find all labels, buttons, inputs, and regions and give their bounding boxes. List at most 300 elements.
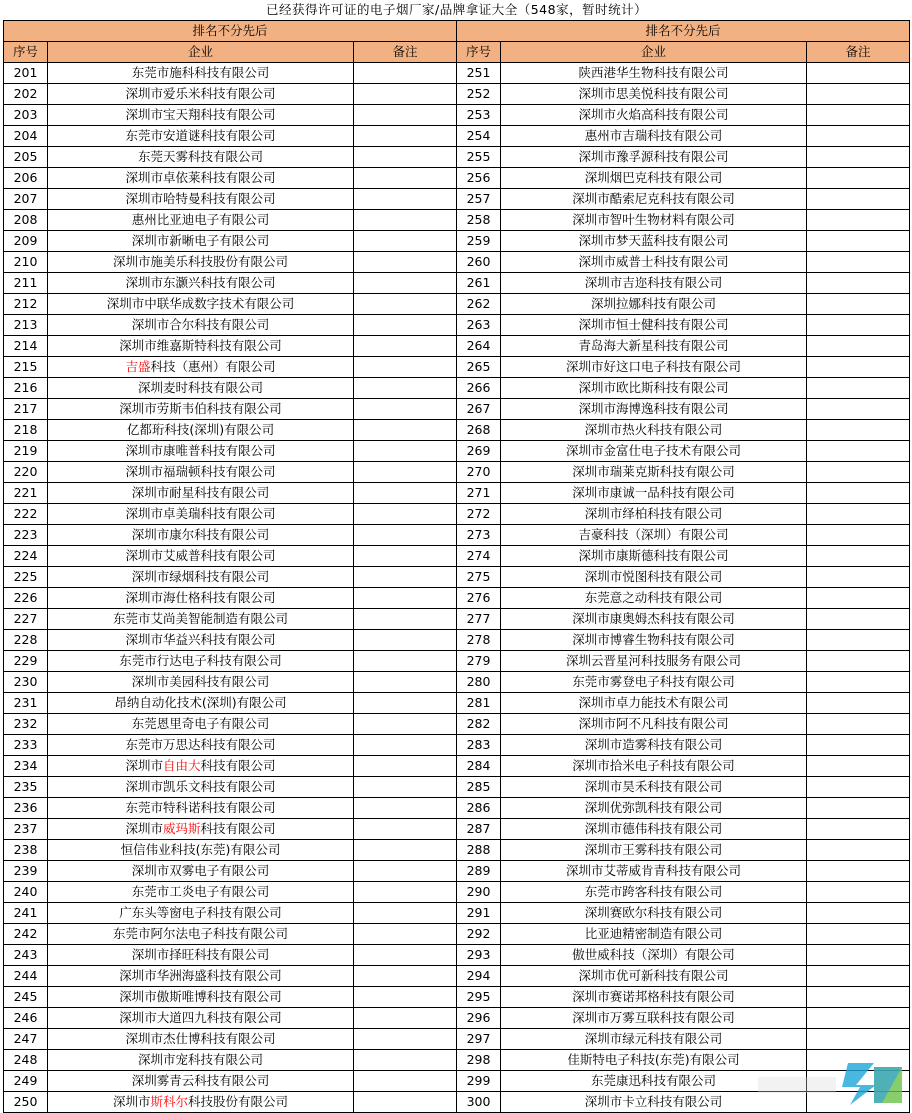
cell-note-right <box>807 609 910 630</box>
cell-note-right <box>807 798 910 819</box>
cell-index-right: 257 <box>457 189 501 210</box>
cell-index-right: 299 <box>457 1071 501 1092</box>
cell-company-right: 深圳市赛诺邦格科技有限公司 <box>501 987 807 1008</box>
cell-note-left <box>354 231 457 252</box>
cell-company-right: 深圳市康诚一品科技有限公司 <box>501 483 807 504</box>
cell-index-right: 295 <box>457 987 501 1008</box>
cell-index-left: 243 <box>4 945 48 966</box>
cell-index-right: 283 <box>457 735 501 756</box>
cell-company-right: 深圳市热火科技有限公司 <box>501 420 807 441</box>
table-row <box>4 714 910 735</box>
cell-index-left: 217 <box>4 399 48 420</box>
cell-company-left: 亿都珩科技(深圳)有限公司 <box>48 420 354 441</box>
cell-company-left: 惠州比亚迪电子有限公司 <box>48 210 354 231</box>
table-row <box>4 105 910 126</box>
cell-index-left: 223 <box>4 525 48 546</box>
cell-company-left: 深圳市中联华成数字技术有限公司 <box>48 294 354 315</box>
cell-note-right <box>807 483 910 504</box>
cell-company-right: 深圳市欧比斯科技有限公司 <box>501 378 807 399</box>
cell-company-left: 东莞市特科诺科技有限公司 <box>48 798 354 819</box>
table-row <box>4 630 910 651</box>
cell-note-left <box>354 483 457 504</box>
cell-company-left: 深圳麦时科技有限公司 <box>48 378 354 399</box>
cell-index-right: 251 <box>457 63 501 84</box>
cell-company-right: 深圳市绎柏科技有限公司 <box>501 504 807 525</box>
cell-index-left: 233 <box>4 735 48 756</box>
cell-company-right: 东莞市跨客科技有限公司 <box>501 882 807 903</box>
cell-index-right: 260 <box>457 252 501 273</box>
cell-company-right: 深圳市拾米电子科技有限公司 <box>501 756 807 777</box>
cell-note-right <box>807 1008 910 1029</box>
cell-note-right <box>807 189 910 210</box>
cell-company-right: 深圳市思美悦科技有限公司 <box>501 84 807 105</box>
cell-note-right <box>807 966 910 987</box>
cell-index-left: 227 <box>4 609 48 630</box>
cell-note-right <box>807 378 910 399</box>
cell-index-right: 298 <box>457 1050 501 1071</box>
cell-index-right: 294 <box>457 966 501 987</box>
cell-index-right: 254 <box>457 126 501 147</box>
cell-company-right: 深圳市海博逸科技有限公司 <box>501 399 807 420</box>
cell-index-left: 234 <box>4 756 48 777</box>
cell-company-right: 深圳市卓力能技术有限公司 <box>501 693 807 714</box>
cell-note-left <box>354 420 457 441</box>
table-row <box>4 147 910 168</box>
table-row <box>4 294 910 315</box>
cell-index-left: 216 <box>4 378 48 399</box>
cell-note-right <box>807 882 910 903</box>
cell-company-right: 深圳市恒士健科技有限公司 <box>501 315 807 336</box>
cell-company-left: 深圳市华益兴科技有限公司 <box>48 630 354 651</box>
cell-index-right: 258 <box>457 210 501 231</box>
cell-company-left: 深圳市宠科技有限公司 <box>48 1050 354 1071</box>
table-row <box>4 1071 910 1092</box>
cell-company-left: 深圳市斯科尔科技股份有限公司 <box>48 1092 354 1113</box>
cell-company-right: 深圳市艾蒂威肯青科技有限公司 <box>501 861 807 882</box>
table-row <box>4 1029 910 1050</box>
cell-company-right: 深圳市金富仕电子技术有限公司 <box>501 441 807 462</box>
cell-note-right <box>807 567 910 588</box>
cell-index-right: 285 <box>457 777 501 798</box>
cell-index-left: 224 <box>4 546 48 567</box>
cell-note-right <box>807 84 910 105</box>
cell-company-right: 深圳市好这口电子科技有限公司 <box>501 357 807 378</box>
cell-note-left <box>354 882 457 903</box>
cell-company-left: 深圳市华洲海盛科技有限公司 <box>48 966 354 987</box>
cell-company-left: 深圳市康尔科技有限公司 <box>48 525 354 546</box>
cell-index-left: 205 <box>4 147 48 168</box>
highlighted-brand: 斯科尔 <box>150 1094 188 1109</box>
cell-index-right: 280 <box>457 672 501 693</box>
table-row <box>4 819 910 840</box>
cell-index-right: 291 <box>457 903 501 924</box>
cell-index-left: 226 <box>4 588 48 609</box>
cell-company-right: 深圳市康奥姆杰科技有限公司 <box>501 609 807 630</box>
cell-note-left <box>354 399 457 420</box>
cell-index-right: 296 <box>457 1008 501 1029</box>
cell-index-left: 209 <box>4 231 48 252</box>
cell-index-right: 253 <box>457 105 501 126</box>
cell-index-left: 250 <box>4 1092 48 1113</box>
highlighted-brand: 威玛斯 <box>162 821 201 836</box>
cell-note-right <box>807 1050 910 1071</box>
table-row <box>4 987 910 1008</box>
table-row <box>4 840 910 861</box>
cell-note-right <box>807 819 910 840</box>
cell-index-left: 238 <box>4 840 48 861</box>
cell-company-right: 深圳市悦图科技有限公司 <box>501 567 807 588</box>
cell-index-left: 221 <box>4 483 48 504</box>
cell-note-left <box>354 630 457 651</box>
cell-note-left <box>354 1092 457 1113</box>
cell-note-right <box>807 546 910 567</box>
cell-company-right: 深圳赛欧尔科技有限公司 <box>501 903 807 924</box>
table-row <box>4 693 910 714</box>
cell-company-right: 深圳市吉迩科技有限公司 <box>501 273 807 294</box>
cell-index-left: 206 <box>4 168 48 189</box>
subheader-right: 排名不分先后 <box>457 21 910 42</box>
subheader-left: 排名不分先后 <box>4 21 457 42</box>
cell-index-left: 214 <box>4 336 48 357</box>
cell-index-left: 245 <box>4 987 48 1008</box>
table-row <box>4 651 910 672</box>
cell-index-right: 274 <box>457 546 501 567</box>
cell-index-left: 241 <box>4 903 48 924</box>
table-row <box>4 966 910 987</box>
cell-note-left <box>354 189 457 210</box>
cell-company-right: 深圳市德伟科技有限公司 <box>501 819 807 840</box>
cell-index-right: 292 <box>457 924 501 945</box>
cell-company-left: 恒信伟业科技(东莞)有限公司 <box>48 840 354 861</box>
cell-note-right <box>807 63 910 84</box>
cell-note-left <box>354 315 457 336</box>
cell-note-right <box>807 231 910 252</box>
cell-index-right: 271 <box>457 483 501 504</box>
table-row <box>4 399 910 420</box>
cell-index-right: 262 <box>457 294 501 315</box>
table-row <box>4 504 910 525</box>
cell-note-left <box>354 462 457 483</box>
table-row <box>4 189 910 210</box>
cell-note-right <box>807 693 910 714</box>
cell-note-right <box>807 315 910 336</box>
cell-note-left <box>354 63 457 84</box>
cell-index-left: 207 <box>4 189 48 210</box>
cell-note-left <box>354 609 457 630</box>
cell-note-left <box>354 252 457 273</box>
table-row <box>4 231 910 252</box>
cell-note-left <box>354 336 457 357</box>
cell-note-right <box>807 714 910 735</box>
cell-index-right: 261 <box>457 273 501 294</box>
cell-index-right: 293 <box>457 945 501 966</box>
cell-index-right: 267 <box>457 399 501 420</box>
company-license-table <box>3 0 910 1113</box>
cell-index-left: 240 <box>4 882 48 903</box>
highlighted-brand: 吉盛 <box>125 359 151 374</box>
cell-note-right <box>807 735 910 756</box>
cell-note-left <box>354 294 457 315</box>
cell-note-right <box>807 777 910 798</box>
table-row <box>4 84 910 105</box>
cell-company-left: 深圳市宝天翔科技有限公司 <box>48 105 354 126</box>
cell-company-left: 深圳市劳斯韦伯科技有限公司 <box>48 399 354 420</box>
cell-company-left: 深圳市择旺科技有限公司 <box>48 945 354 966</box>
cell-company-left: 深圳市康唯普科技有限公司 <box>48 441 354 462</box>
cell-company-right: 傲世威科技（深圳）有限公司 <box>501 945 807 966</box>
cell-company-left: 深圳市爱乐米科技有限公司 <box>48 84 354 105</box>
cell-company-left: 深圳市大道四九科技有限公司 <box>48 1008 354 1029</box>
cell-company-left: 深圳市维嘉斯特科技有限公司 <box>48 336 354 357</box>
table-row <box>4 441 910 462</box>
cell-note-right <box>807 147 910 168</box>
cell-note-left <box>354 546 457 567</box>
cell-index-left: 235 <box>4 777 48 798</box>
table-row <box>4 210 910 231</box>
cell-company-right: 深圳市威普士科技有限公司 <box>501 252 807 273</box>
cell-index-left: 228 <box>4 630 48 651</box>
cell-note-left <box>354 672 457 693</box>
cell-company-right: 深圳市优可新科技有限公司 <box>501 966 807 987</box>
cell-note-right <box>807 525 910 546</box>
cell-note-left <box>354 651 457 672</box>
cell-note-right <box>807 987 910 1008</box>
cell-index-right: 278 <box>457 630 501 651</box>
table-row <box>4 1050 910 1071</box>
cell-company-right: 深圳烟巴克科技有限公司 <box>501 168 807 189</box>
cell-index-right: 284 <box>457 756 501 777</box>
cell-index-left: 236 <box>4 798 48 819</box>
cell-note-left <box>354 735 457 756</box>
cell-note-right <box>807 651 910 672</box>
cell-company-right: 深圳市绿元科技有限公司 <box>501 1029 807 1050</box>
cell-index-left: 212 <box>4 294 48 315</box>
cell-company-right: 深圳优弥凯科技有限公司 <box>501 798 807 819</box>
cell-index-right: 282 <box>457 714 501 735</box>
cell-note-right <box>807 903 910 924</box>
table-column-header-row <box>4 42 910 63</box>
cell-company-left: 深圳市美园科技有限公司 <box>48 672 354 693</box>
cell-company-right: 深圳市阿不凡科技有限公司 <box>501 714 807 735</box>
cell-company-right: 深圳云晋星河科技服务有限公司 <box>501 651 807 672</box>
cell-index-right: 265 <box>457 357 501 378</box>
cell-note-left <box>354 924 457 945</box>
cell-index-right: 288 <box>457 840 501 861</box>
cell-note-left <box>354 966 457 987</box>
table-row <box>4 462 910 483</box>
cell-index-right: 277 <box>457 609 501 630</box>
cell-note-right <box>807 588 910 609</box>
cell-note-right <box>807 420 910 441</box>
cell-note-right <box>807 924 910 945</box>
cell-note-left <box>354 441 457 462</box>
cell-index-left: 213 <box>4 315 48 336</box>
cell-company-right: 深圳市梦天蓝科技有限公司 <box>501 231 807 252</box>
cell-note-right <box>807 945 910 966</box>
cell-note-left <box>354 777 457 798</box>
table-row <box>4 525 910 546</box>
cell-index-left: 203 <box>4 105 48 126</box>
cell-index-right: 264 <box>457 336 501 357</box>
cell-index-left: 208 <box>4 210 48 231</box>
cell-note-right <box>807 273 910 294</box>
cell-index-right: 286 <box>457 798 501 819</box>
cell-note-left <box>354 987 457 1008</box>
cell-note-right <box>807 504 910 525</box>
cell-index-left: 249 <box>4 1071 48 1092</box>
cell-note-left <box>354 84 457 105</box>
cell-note-right <box>807 357 910 378</box>
table-row <box>4 483 910 504</box>
cell-company-right: 深圳市豫孚源科技有限公司 <box>501 147 807 168</box>
cell-note-left <box>354 798 457 819</box>
cell-company-left: 广东头等窗电子科技有限公司 <box>48 903 354 924</box>
cell-index-right: 269 <box>457 441 501 462</box>
cell-note-left <box>354 210 457 231</box>
col-header-index-left: 序号 <box>4 42 48 63</box>
cell-note-right <box>807 1092 910 1113</box>
table-row <box>4 252 910 273</box>
cell-index-left: 220 <box>4 462 48 483</box>
cell-note-right <box>807 294 910 315</box>
cell-index-right: 272 <box>457 504 501 525</box>
cell-note-right <box>807 105 910 126</box>
table-row <box>4 861 910 882</box>
cell-note-left <box>354 1050 457 1071</box>
table-row <box>4 735 910 756</box>
cell-note-right <box>807 840 910 861</box>
cell-index-left: 239 <box>4 861 48 882</box>
cell-note-right <box>807 126 910 147</box>
cell-note-left <box>354 693 457 714</box>
cell-note-left <box>354 861 457 882</box>
cell-index-right: 273 <box>457 525 501 546</box>
cell-company-left: 深圳市新晰电子有限公司 <box>48 231 354 252</box>
table-row <box>4 420 910 441</box>
cell-company-left: 深圳市福瑞顿科技有限公司 <box>48 462 354 483</box>
cell-index-left: 231 <box>4 693 48 714</box>
cell-company-left: 东莞市工炎电子有限公司 <box>48 882 354 903</box>
cell-index-left: 201 <box>4 63 48 84</box>
table-body <box>4 63 910 1113</box>
cell-index-left: 229 <box>4 651 48 672</box>
cell-company-left: 东莞市万思达科技有限公司 <box>48 735 354 756</box>
cell-note-right <box>807 1029 910 1050</box>
cell-index-right: 300 <box>457 1092 501 1113</box>
cell-index-left: 222 <box>4 504 48 525</box>
cell-note-left <box>354 819 457 840</box>
cell-index-right: 256 <box>457 168 501 189</box>
cell-note-left <box>354 357 457 378</box>
table-title-row <box>4 0 910 21</box>
cell-index-left: 244 <box>4 966 48 987</box>
cell-note-left <box>354 273 457 294</box>
cell-company-left: 东莞市阿尔法电子科技有限公司 <box>48 924 354 945</box>
cell-note-left <box>354 1029 457 1050</box>
cell-index-right: 255 <box>457 147 501 168</box>
table-row <box>4 672 910 693</box>
cell-company-left: 东莞天雾科技有限公司 <box>48 147 354 168</box>
cell-company-right: 惠州市吉瑞科技有限公司 <box>501 126 807 147</box>
cell-note-left <box>354 168 457 189</box>
cell-note-left <box>354 1071 457 1092</box>
cell-note-right <box>807 441 910 462</box>
cell-company-right: 佳斯特电子科技(东莞)有限公司 <box>501 1050 807 1071</box>
cell-note-right <box>807 168 910 189</box>
cell-note-left <box>354 126 457 147</box>
cell-company-right: 深圳市瑞莱克斯科技有限公司 <box>501 462 807 483</box>
col-header-company-right: 企业 <box>501 42 807 63</box>
cell-company-left: 深圳市合尔科技有限公司 <box>48 315 354 336</box>
table-row <box>4 903 910 924</box>
cell-company-right: 东莞康迅科技有限公司 <box>501 1071 807 1092</box>
cell-index-left: 204 <box>4 126 48 147</box>
cell-note-left <box>354 840 457 861</box>
cell-index-right: 276 <box>457 588 501 609</box>
cell-company-right: 深圳市万雾互联科技有限公司 <box>501 1008 807 1029</box>
table-row <box>4 315 910 336</box>
cell-company-left: 东莞市施科科技有限公司 <box>48 63 354 84</box>
cell-index-right: 263 <box>457 315 501 336</box>
cell-index-left: 242 <box>4 924 48 945</box>
cell-note-right <box>807 252 910 273</box>
cell-company-right: 深圳市卡立科技有限公司 <box>501 1092 807 1113</box>
table-row <box>4 273 910 294</box>
table-row <box>4 777 910 798</box>
cell-company-right: 深圳市博睿生物科技有限公司 <box>501 630 807 651</box>
cell-company-right: 比亚迪精密制造有限公司 <box>501 924 807 945</box>
cell-company-right: 吉豪科技（深圳）有限公司 <box>501 525 807 546</box>
cell-index-left: 219 <box>4 441 48 462</box>
cell-company-left: 深圳市绿烟科技有限公司 <box>48 567 354 588</box>
table-row <box>4 609 910 630</box>
cell-index-right: 290 <box>457 882 501 903</box>
cell-note-left <box>354 504 457 525</box>
cell-note-right <box>807 861 910 882</box>
cell-company-left: 深圳市威玛斯科技有限公司 <box>48 819 354 840</box>
cell-company-right: 深圳市酷索尼克科技有限公司 <box>501 189 807 210</box>
cell-company-left: 深圳市哈特曼科技有限公司 <box>48 189 354 210</box>
cell-note-right <box>807 336 910 357</box>
table-row <box>4 588 910 609</box>
table-row <box>4 924 910 945</box>
cell-index-right: 252 <box>457 84 501 105</box>
cell-index-right: 268 <box>457 420 501 441</box>
cell-company-right: 青岛海大新星科技有限公司 <box>501 336 807 357</box>
cell-index-right: 279 <box>457 651 501 672</box>
cell-note-left <box>354 588 457 609</box>
cell-company-left: 深圳市傲斯唯博科技有限公司 <box>48 987 354 1008</box>
cell-company-left: 深圳市海仕格科技有限公司 <box>48 588 354 609</box>
cell-company-left: 深圳市卓美瑞科技有限公司 <box>48 504 354 525</box>
cell-company-right: 深圳市智叶生物材料有限公司 <box>501 210 807 231</box>
cell-index-left: 230 <box>4 672 48 693</box>
cell-note-left <box>354 105 457 126</box>
cell-index-left: 237 <box>4 819 48 840</box>
cell-index-left: 232 <box>4 714 48 735</box>
cell-index-right: 297 <box>457 1029 501 1050</box>
cell-company-left: 东莞恩里奇电子有限公司 <box>48 714 354 735</box>
cell-note-right <box>807 462 910 483</box>
cell-index-right: 289 <box>457 861 501 882</box>
cell-company-left: 吉盛科技（惠州）有限公司 <box>48 357 354 378</box>
table-row <box>4 945 910 966</box>
cell-note-right <box>807 399 910 420</box>
table-row <box>4 1092 910 1113</box>
table-row <box>4 546 910 567</box>
cell-note-left <box>354 567 457 588</box>
cell-company-right: 深圳市火焰高科技有限公司 <box>501 105 807 126</box>
